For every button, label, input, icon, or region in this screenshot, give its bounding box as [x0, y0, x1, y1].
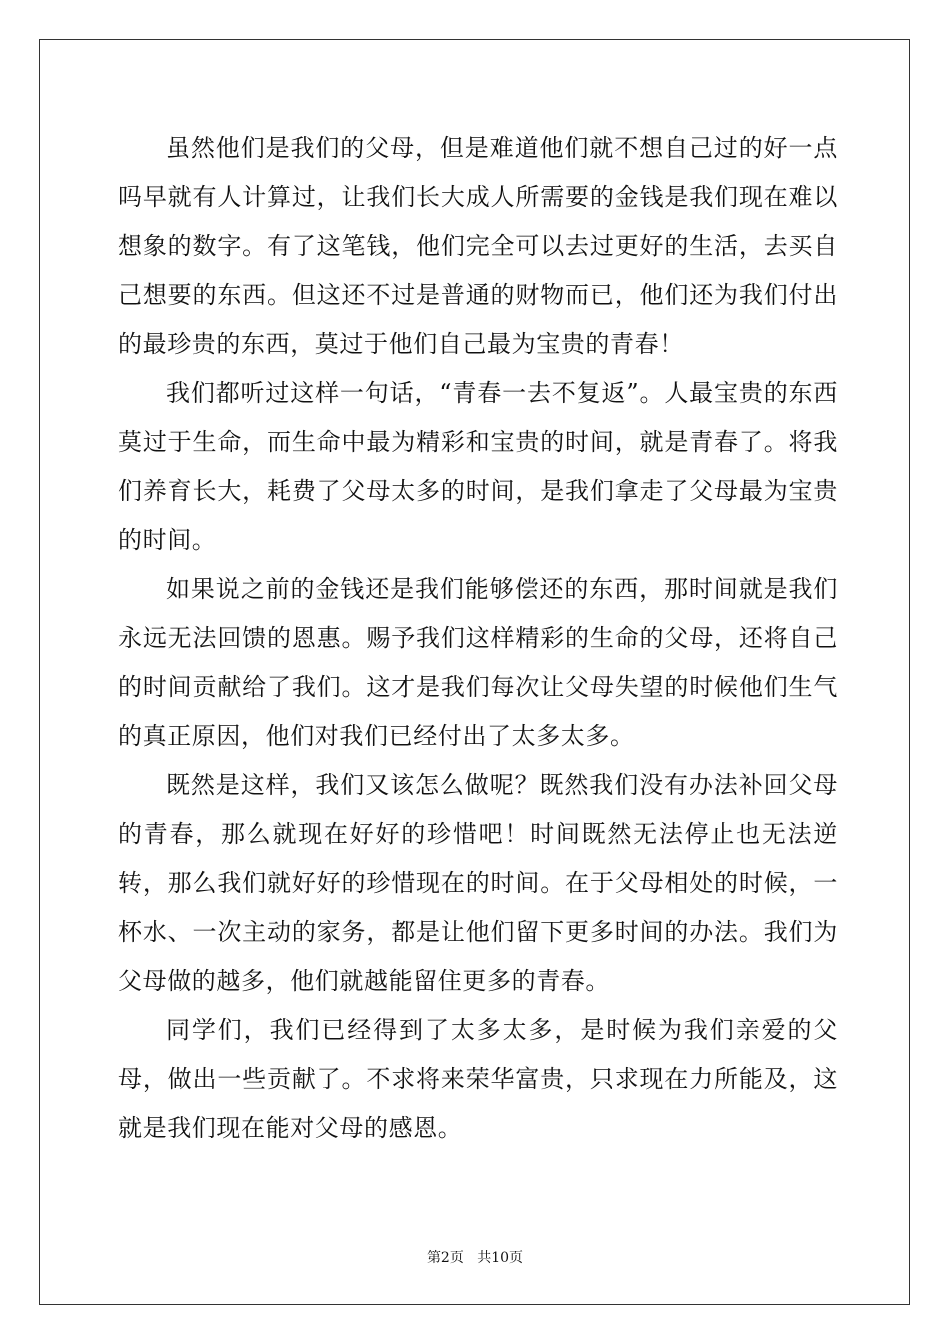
- paragraph-4: 既然是这样，我们又该怎么做呢？既然我们没有办法补回父母的青春，那么就现在好好的珍惜吧！时间既然无法停止也无法逆转，那么我们就好好的珍惜现在的时间。在于父母相处的时候，一杯水、一次主动的家务，都是让他们留下更多时间的办法。我们为父母做的越多，他们就越能留住更多的青春。: [118, 771, 838, 995]
- document-body: [118, 124, 838, 1153]
- total-pages: 共10页: [477, 1250, 524, 1266]
- paragraph-2: 我们都听过这样一句话，“青春一去不复返”。人最宝贵的东西莫过于生命，而生命中最为精彩和宝贵的时间，就是青春了。将我们养育长大，耗费了父母太多的时间，是我们拿走了父母最为宝贵的时间。: [118, 379, 838, 554]
- paragraph-1: 虽然他们是我们的父母，但是难道他们就不想自己过的好一点吗早就有人计算过，让我们长大成人所需要的金钱是我们现在难以想象的数字。有了这笔钱，他们完全可以去过更好的生活，去买自己想要的东西。但这还不过是普通的财物而已，他们还为我们付出的最珍贵的东西，莫过于他们自己最为宝贵的青春！: [118, 134, 838, 358]
- page-number: 第2页: [426, 1250, 464, 1266]
- page-footer: [0, 1247, 950, 1267]
- paragraph-5: 同学们，我们已经得到了太多太多，是时候为我们亲爱的父母，做出一些贡献了。不求将来荣华富贵，只求现在力所能及，这就是我们现在能对父母的感恩。: [118, 1016, 838, 1142]
- paragraph-3: 如果说之前的金钱还是我们能够偿还的东西，那时间就是我们永远无法回馈的恩惠。赐予我们这样精彩的生命的父母，还将自己的时间贡献给了我们。这才是我们每次让父母失望的时候他们生气的真正原因，他们对我们已经付出了太多太多。: [118, 575, 838, 750]
